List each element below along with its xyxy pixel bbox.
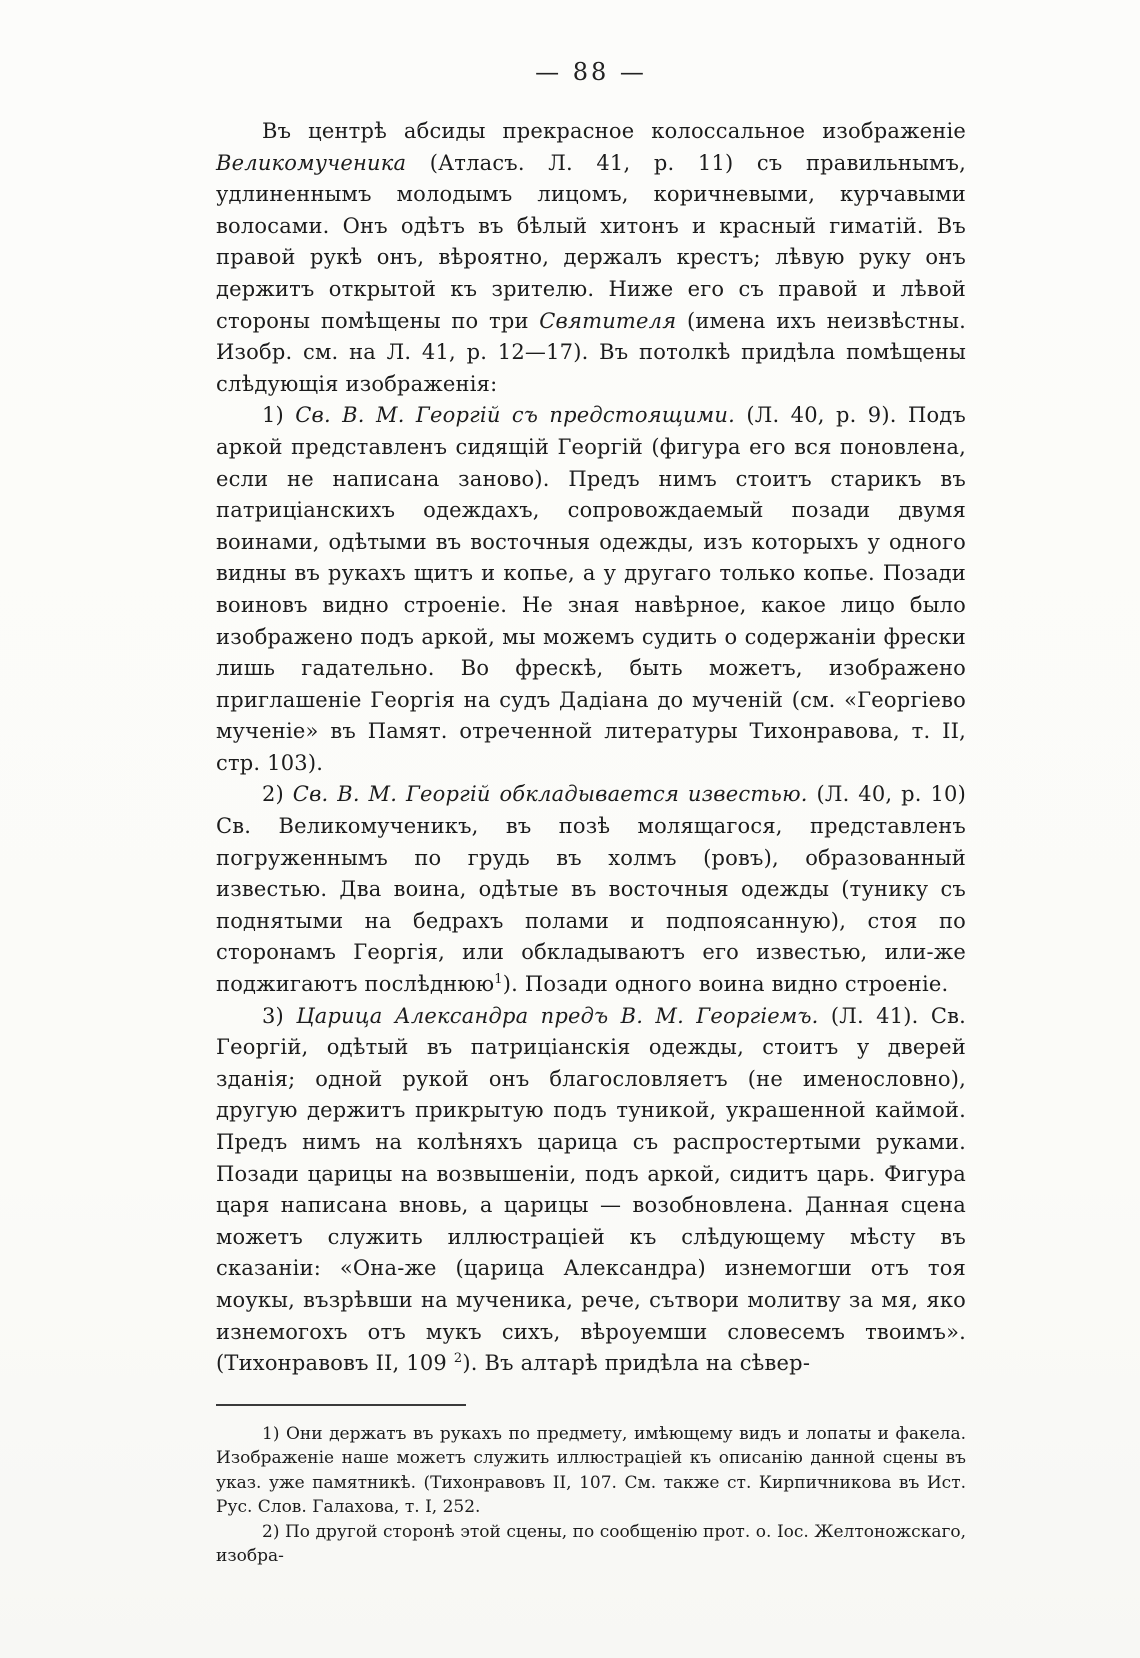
italic-run: Великомученика	[216, 150, 407, 175]
footnotes-block	[216, 1422, 966, 1569]
paragraph-apse-description	[216, 116, 966, 400]
text-run: ). Позади одного воина видно строеніе.	[502, 972, 949, 997]
text-run: (Л. 41). Св. Георгій, одѣтый въ патриціанскія одежды, стоитъ у дверей зданія; одной рукой онъ благословляетъ (не именословно), другую держитъ прикрытую подъ туникой, украшенной каймой. Предъ нимъ на колѣняхъ царица съ распростертыми руками. Позади царицы на возвышеніи, подъ аркой, сидитъ царь. Фигура царя написана вновь, а царицы — возобновлена. Данная сцена можетъ служить иллюстраціей къ слѣдующему мѣсту въ сказаніи: «Она-же (царица Александра) изнемогши отъ тоя моукы, възрѣвши на мученика, рече, сътвори молитву за мя, яко изнемогохъ отъ мукъ сихъ, вѣроуемши словесемъ твоимъ». (Тихонравовъ II, 109	[216, 1003, 966, 1376]
paragraph-item-3	[216, 1001, 966, 1380]
italic-title-run: Св. В. М. Георгій обкладывается известью.	[292, 782, 808, 807]
text-run: (Атласъ. Л. 41, р. 11) съ правильнымъ, удлиненнымъ молодымъ лицомъ, коричневыми, курчавыми волосами. Онъ одѣтъ въ бѣлый хитонъ и красный гиматій. Въ правой рукѣ онъ, вѣроятно, держалъ крестъ; лѣвую руку онъ держитъ открытой къ зрителю. Ниже его съ правой и лѣвой стороны помѣщены по три	[216, 150, 966, 333]
footnote-2: 2) По другой сторонѣ этой сцены, по сообщенію прот. о. Іос. Желтоножскаго, изобра-	[216, 1521, 966, 1567]
footnote-separator-rule	[216, 1404, 466, 1406]
text-run: (имена ихъ неизвѣстны. Изобр. см. на Л. 41, р. 12—17). Въ потолкѣ придѣла помѣщены слѣдующія изображенія:	[216, 308, 966, 396]
text-run: ). Въ алтарѣ придѣла на сѣвер-	[462, 1351, 811, 1376]
page-number: — 88 —	[535, 58, 647, 86]
text-run: Въ центрѣ абсиды прекрасное колоссальное изображеніе	[262, 119, 966, 143]
paragraph-item-2	[216, 779, 966, 1000]
italic-title-run: Царица Александра предъ В. М. Георгіемъ.	[296, 1003, 819, 1028]
paragraph-item-1	[216, 400, 966, 779]
item-number: 2)	[262, 782, 293, 807]
italic-run: Святителя	[539, 308, 677, 333]
item-number: 1)	[262, 403, 296, 428]
italic-title-run: Св. В. М. Георгій съ предстоящими.	[295, 403, 736, 428]
main-text-block	[216, 116, 966, 1380]
footnote-1: 1) Они держатъ въ рукахъ по предмету, имѣющему видъ и лопаты и факела. Изображеніе наше можетъ служить иллюстраціей къ описанію данной сцены въ указ. уже памятникѣ. (Тихонравовъ II, 107. См. также ст. Кирпичникова въ Ист. Рус. Слов. Галахова, т. I, 252.	[216, 1423, 966, 1518]
footnote-reference-1: 1	[494, 972, 503, 988]
text-run: (Л. 40, р. 10) Св. Великомученикъ, въ позѣ молящагося, представленъ погруженнымъ по грудь въ холмъ (ровъ), образованный известью. Два воина, одѣтые въ восточныя одежды (тунику съ поднятыми на бедрахъ полами и подпоясанную), стоя по сторонамъ Георгія, или обкладываютъ его известью, или-же поджигаютъ послѣднюю	[216, 782, 966, 997]
footnote-reference-2: 2	[453, 1351, 463, 1367]
text-run: (Л. 40, р. 9). Подъ аркой представленъ сидящій Георгій (фигура его вся поновлена, если не написана заново). Предъ нимъ стоитъ старикъ въ патриціанскихъ одеждахъ, сопровождаемый позади двумя воинами, одѣтыми въ восточныя одежды, изъ которыхъ у одного видны въ рукахъ щитъ и копье, а у другаго только копье. Позади воиновъ видно строеніе. Не зная навѣрное, какое лицо было изображено подъ аркой, мы можемъ судить о содержаніи фрески лишь гадательно. Во фрескѣ, быть можетъ, изображено приглашеніе Георгія на судъ Дадіана до мученій (см. «Георгіево мученіе» въ Памят. отреченной литературы Тихонравова, т. II, стр. 103).	[216, 403, 966, 775]
item-number: 3)	[262, 1003, 297, 1028]
